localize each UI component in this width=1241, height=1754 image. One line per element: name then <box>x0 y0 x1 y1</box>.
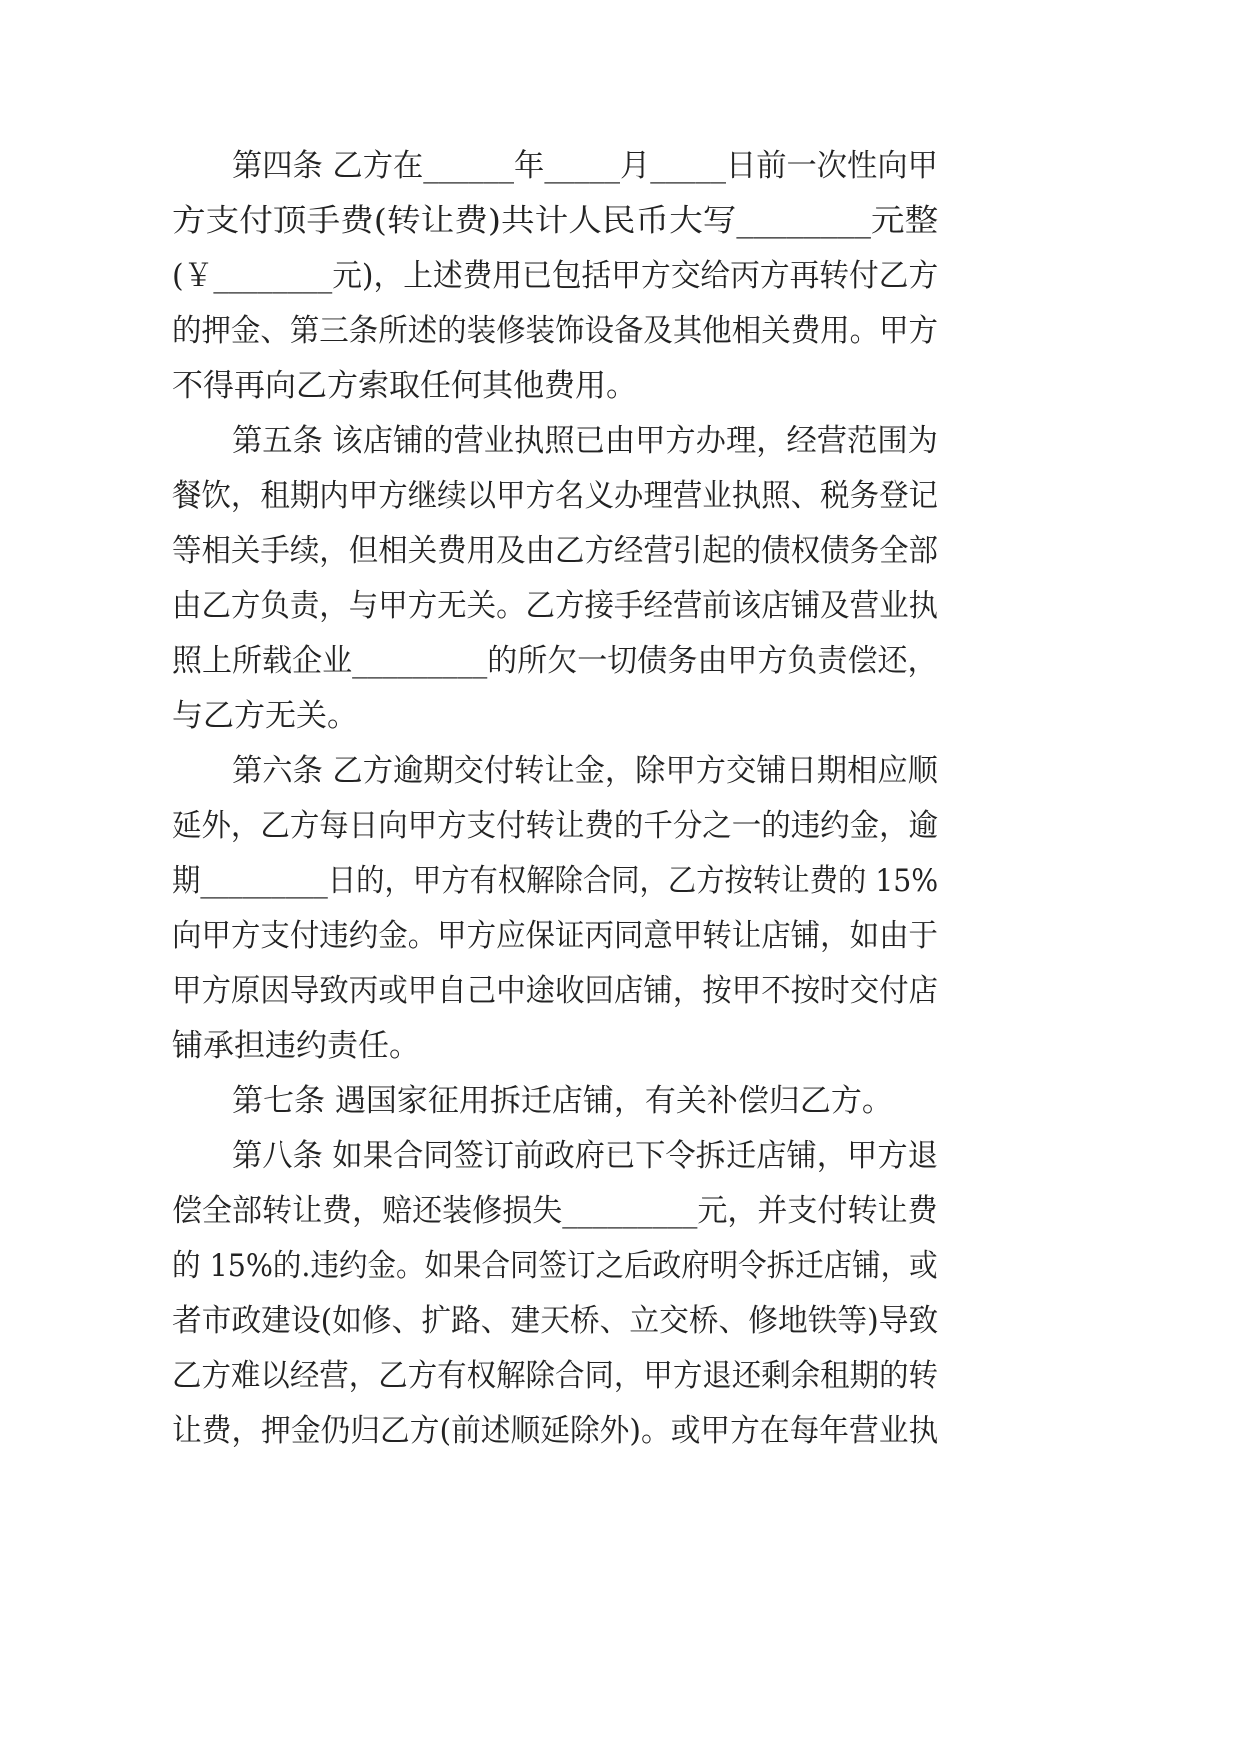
text-line: 延外，乙方每日向甲方支付转让费的千分之一的违约金，逾 <box>172 808 938 844</box>
text-line: 第四条 乙方在______年_____月_____日前一次性向甲 <box>232 148 938 184</box>
text-line: 的押金、第三条所述的装修装饰设备及其他相关费用。甲方 <box>172 313 938 349</box>
text-line: 乙方难以经营，乙方有权解除合同，甲方退还剩余租期的转 <box>172 1358 938 1394</box>
text-line: 向甲方支付违约金。甲方应保证丙同意甲转让店铺，如由于 <box>172 918 938 954</box>
text-line: 与乙方无关。 <box>172 698 358 734</box>
text-line: 不得再向乙方索取任何其他费用。 <box>172 368 637 404</box>
text-line: 第八条 如果合同签订前政府已下令拆迁店铺，甲方退 <box>232 1138 938 1174</box>
text-line: 的 15%的.违约金。如果合同签订之后政府明令拆迁店铺，或 <box>172 1248 938 1284</box>
text-line: (￥________元)，上述费用已包括甲方交给丙方再转付乙方 <box>172 258 939 294</box>
text-line: 让费，押金仍归乙方(前述顺延除外)。或甲方在每年营业执 <box>172 1413 939 1449</box>
text-line: 第五条 该店铺的营业执照已由甲方办理，经营范围为 <box>232 423 938 459</box>
text-line: 第六条 乙方逾期交付转让金，除甲方交铺日期相应顺 <box>232 753 938 789</box>
text-line: 第七条 遇国家征用拆迁店铺，有关补偿归乙方。 <box>232 1083 893 1119</box>
text-line: 方支付顶手费(转让费)共计人民币大写________元整 <box>172 203 939 239</box>
text-line: 餐饮，租期内甲方继续以甲方名义办理营业执照、税务登记 <box>172 478 938 514</box>
text-line: 甲方原因导致丙或甲自己中途收回店铺，按甲不按时交付店 <box>172 973 938 1009</box>
text-line: 偿全部转让费，赔还装修损失_________元，并支付转让费 <box>172 1193 938 1229</box>
text-line: 照上所载企业_________的所欠一切债务由甲方负责偿还， <box>172 643 938 679</box>
text-line: 期_________日的，甲方有权解除合同，乙方按转让费的 15% <box>172 863 939 899</box>
text-line: 由乙方负责，与甲方无关。乙方接手经营前该店铺及营业执 <box>172 588 938 624</box>
text-line: 等相关手续，但相关费用及由乙方经营引起的债权债务全部 <box>172 533 938 569</box>
text-line: 者市政建设(如修、扩路、建天桥、立交桥、修地铁等)导致 <box>172 1303 939 1339</box>
text-line: 铺承担违约责任。 <box>172 1028 420 1064</box>
